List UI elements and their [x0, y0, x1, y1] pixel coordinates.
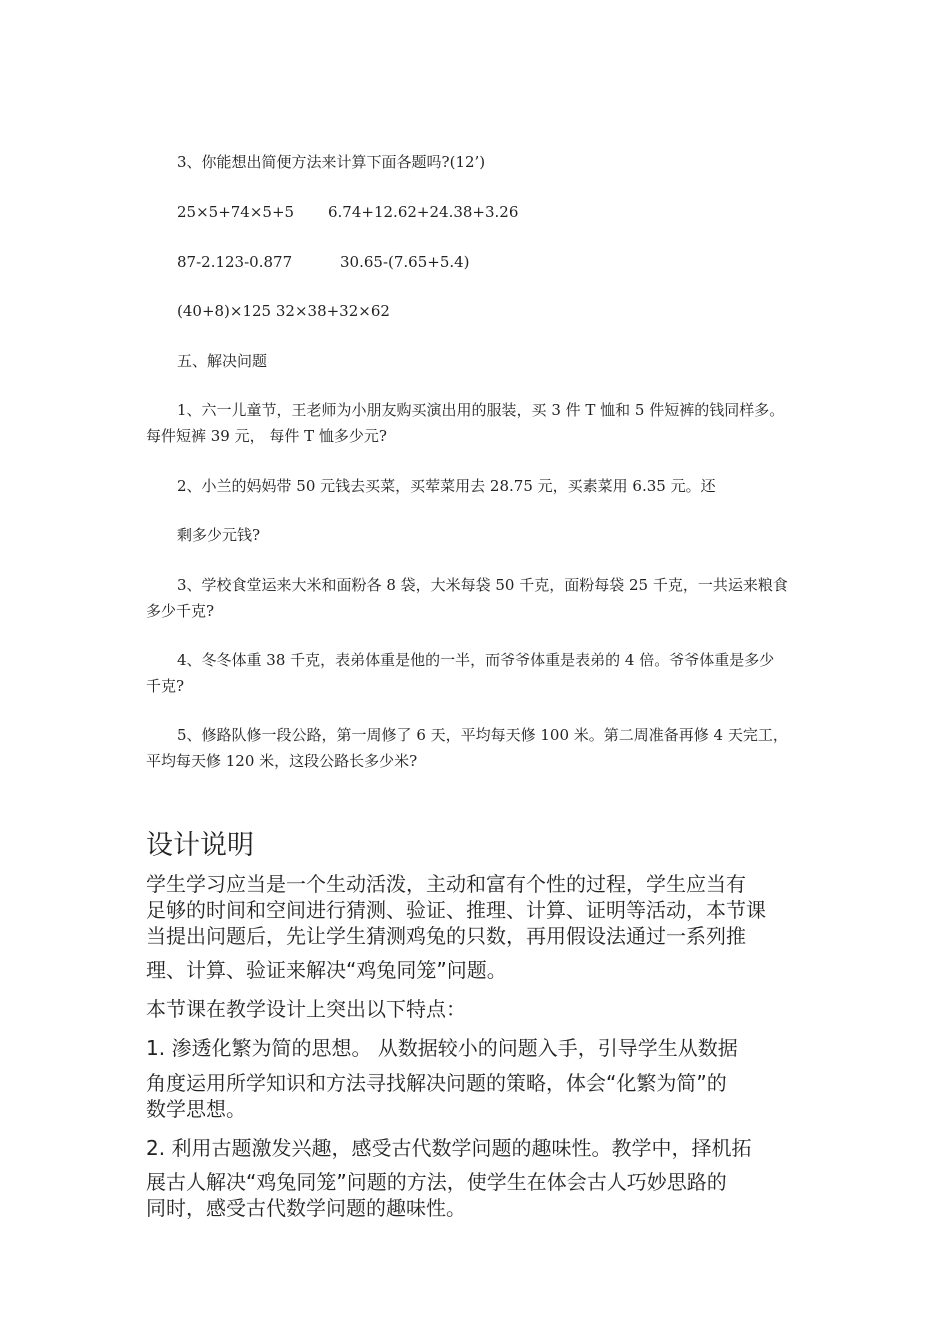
question-1-line-2: 每件短裤 39 元， 每件 T 恤多少元?: [146, 427, 387, 445]
design-point2-line-3: 同时，感受古代数学问题的趣味性。: [146, 1196, 466, 1220]
question-4-line-1: 4、冬冬体重 38 千克，表弟体重是他的一半，而爷爷体重是表弟的 4 倍。爷爷体重是多少: [177, 651, 775, 669]
question-3-line-1: 3、学校食堂运来大米和面粉各 8 袋，大米每袋 50 千克，面粉每袋 25 千克，一共运来粮食: [177, 576, 788, 594]
calc-item: 25×5+74×5+5: [177, 203, 295, 221]
design-point2-line-2: 展古人解决“鸡兔同笼”问题的方法，使学生在体会古人巧妙思路的: [146, 1170, 727, 1194]
design-para2: 本节课在教学设计上突出以下特点：: [146, 997, 466, 1021]
calc-item: 6.74+12.62+24.38+3.26: [328, 203, 519, 221]
design-para1-line-4: 理、计算、验证来解决“鸡兔同笼”问题。: [146, 958, 507, 982]
question-1-line-1: 1、六一儿童节，王老师为小朋友购买演出用的服装，买 3 件 T 恤和 5 件短裤的钱同样多。: [177, 401, 785, 419]
design-point1-line-1: 1. 渗透化繁为简的思想。 从数据较小的问题入手，引导学生从数据: [146, 1036, 738, 1060]
section5-title: 五、解决问题: [177, 352, 268, 370]
question-2-line-2: 剩多少元钱?: [177, 526, 261, 544]
calc-item: 87-2.123-0.877: [177, 253, 293, 271]
question-5-line-2: 平均每天修 120 米，这段公路长多少米?: [146, 752, 418, 770]
calc-row-3: (40+8)×125 32×38+32×62: [177, 302, 390, 320]
section3-title: 3、你能想出简便方法来计算下面各题吗?(12’): [177, 153, 486, 171]
question-2-line-1: 2、小兰的妈妈带 50 元钱去买菜，买荤菜用去 28.75 元，买素菜用 6.35 元。还: [177, 477, 716, 495]
calc-row-2: [177, 249, 470, 275]
question-3-line-2: 多少千克?: [146, 602, 215, 620]
design-para1-line-2: 足够的时间和空间进行猜测、验证、推理、计算、证明等活动，本节课: [146, 898, 766, 922]
design-point1-line-2: 角度运用所学知识和方法寻找解决问题的策略，体会“化繁为简”的: [146, 1071, 727, 1095]
calc-row-1: [177, 199, 518, 225]
design-point1-line-3: 数学思想。: [146, 1097, 246, 1121]
design-para1-line-1: 学生学习应当是一个生动活泼，主动和富有个性的过程，学生应当有: [146, 872, 746, 896]
question-4-line-2: 千克?: [146, 677, 185, 695]
calc-item: 30.65-(7.65+5.4): [340, 253, 470, 271]
design-heading: 设计说明: [146, 830, 254, 861]
question-5-line-1: 5、修路队修一段公路，第一周修了 6 天，平均每天修 100 米。第二周准备再修 4 天完工，: [177, 726, 788, 744]
design-para1-line-3: 当提出问题后，先让学生猜测鸡兔的只数，再用假设法通过一系列推: [146, 924, 746, 948]
design-point2-line-1: 2. 利用古题激发兴趣，感受古代数学问题的趣味性。教学中，择机拓: [146, 1136, 752, 1160]
